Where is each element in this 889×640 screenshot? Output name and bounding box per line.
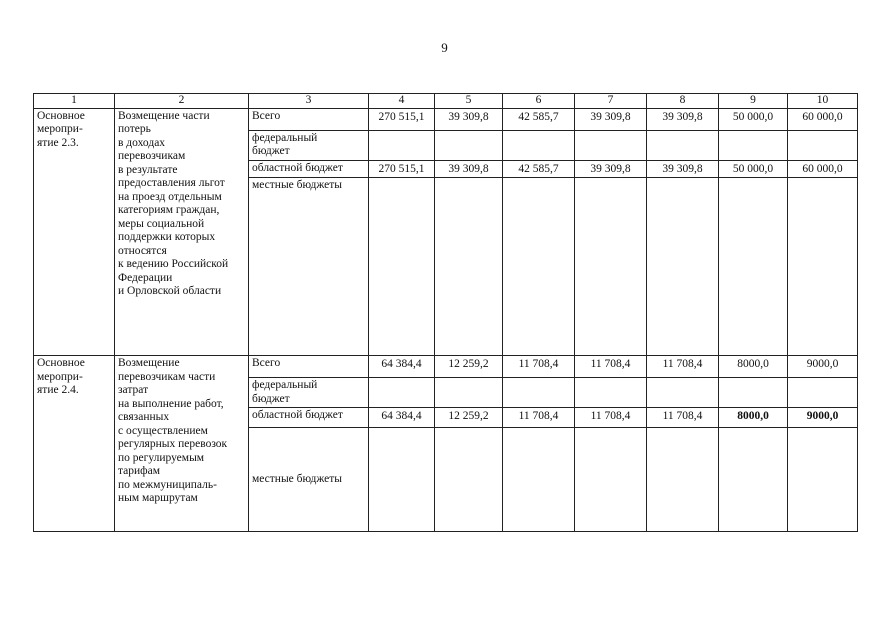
- header-cell: 9: [719, 94, 788, 109]
- value-cell: 50 000,0: [719, 108, 788, 130]
- header-cell: 7: [575, 94, 647, 109]
- funding-source-cell: федеральный бюджет: [249, 378, 369, 408]
- value-cell: [369, 178, 435, 356]
- header-row: [34, 94, 858, 109]
- value-cell: [788, 378, 858, 408]
- value-cell: [503, 428, 575, 532]
- value-cell: 39 309,8: [647, 160, 719, 178]
- header-cell: 5: [435, 94, 503, 109]
- value-cell: 11 708,4: [503, 356, 575, 378]
- value-cell: 64 384,4: [369, 408, 435, 428]
- header-cell: 1: [34, 94, 115, 109]
- value-cell: [788, 178, 858, 356]
- value-cell: 11 708,4: [503, 408, 575, 428]
- funding-source-cell: местные бюджеты: [249, 428, 369, 532]
- value-cell: 39 309,8: [575, 108, 647, 130]
- value-cell: 11 708,4: [647, 408, 719, 428]
- value-cell: 50 000,0: [719, 160, 788, 178]
- value-cell: 42 585,7: [503, 108, 575, 130]
- value-cell: 270 515,1: [369, 160, 435, 178]
- value-cell: [719, 130, 788, 160]
- value-cell: 270 515,1: [369, 108, 435, 130]
- value-cell: [719, 428, 788, 532]
- value-cell: 39 309,8: [435, 160, 503, 178]
- value-cell: 9000,0: [788, 408, 858, 428]
- funding-source-cell: областной бюджет: [249, 408, 369, 428]
- value-cell: [647, 130, 719, 160]
- value-cell: 8000,0: [719, 408, 788, 428]
- value-cell: [503, 378, 575, 408]
- value-cell: [788, 130, 858, 160]
- value-cell: 39 309,8: [435, 108, 503, 130]
- header-cell: 8: [647, 94, 719, 109]
- header-cell: 2: [115, 94, 249, 109]
- value-cell: [369, 428, 435, 532]
- value-cell: [435, 428, 503, 532]
- value-cell: 39 309,8: [575, 160, 647, 178]
- value-cell: [647, 178, 719, 356]
- value-cell: [503, 178, 575, 356]
- event-number-cell: Основное меропри- ятие 2.3.: [34, 108, 115, 356]
- value-cell: 60 000,0: [788, 108, 858, 130]
- value-cell: 11 708,4: [575, 356, 647, 378]
- header-cell: 10: [788, 94, 858, 109]
- value-cell: [575, 378, 647, 408]
- value-cell: [435, 130, 503, 160]
- funding-source-cell: местные бюджеты: [249, 178, 369, 356]
- value-cell: [369, 378, 435, 408]
- value-cell: [435, 178, 503, 356]
- header-cell: 6: [503, 94, 575, 109]
- value-cell: [503, 130, 575, 160]
- event-description-cell: Возмещение перевозчикам части затрат на выполнение работ, связанных с осуществлением регулярных перевозок по регулируемым тарифам по межмуниципаль- ным маршрутам: [115, 356, 249, 532]
- value-cell: 11 708,4: [575, 408, 647, 428]
- value-cell: [719, 378, 788, 408]
- header-cell: 4: [369, 94, 435, 109]
- value-cell: 42 585,7: [503, 160, 575, 178]
- page-number: 9: [441, 40, 448, 55]
- value-cell: [719, 178, 788, 356]
- event-description-cell: Возмещение части потерь в доходах перевозчикам в результате предоставления льгот на проезд отдельным категориям граждан, меры социальной поддержки которых относятся к ведению Российской Федерации и Орловской области: [115, 108, 249, 356]
- value-cell: 60 000,0: [788, 160, 858, 178]
- funding-source-cell: федеральный бюджет: [249, 130, 369, 160]
- event-number-cell: Основное меропри- ятие 2.4.: [34, 356, 115, 532]
- budget-table: [33, 93, 858, 532]
- value-cell: 64 384,4: [369, 356, 435, 378]
- value-cell: [369, 130, 435, 160]
- value-cell: [575, 428, 647, 532]
- value-cell: 12 259,2: [435, 356, 503, 378]
- funding-source-cell: Всего: [249, 108, 369, 130]
- value-cell: [788, 428, 858, 532]
- value-cell: 8000,0: [719, 356, 788, 378]
- value-cell: [647, 378, 719, 408]
- table-row: [34, 108, 858, 130]
- value-cell: [575, 130, 647, 160]
- value-cell: 12 259,2: [435, 408, 503, 428]
- value-cell: 9000,0: [788, 356, 858, 378]
- funding-source-cell: Всего: [249, 356, 369, 378]
- value-cell: 39 309,8: [647, 108, 719, 130]
- header-cell: 3: [249, 94, 369, 109]
- value-cell: [435, 378, 503, 408]
- funding-source-cell: областной бюджет: [249, 160, 369, 178]
- value-cell: [647, 428, 719, 532]
- value-cell: 11 708,4: [647, 356, 719, 378]
- table-row: [34, 356, 858, 378]
- value-cell: [575, 178, 647, 356]
